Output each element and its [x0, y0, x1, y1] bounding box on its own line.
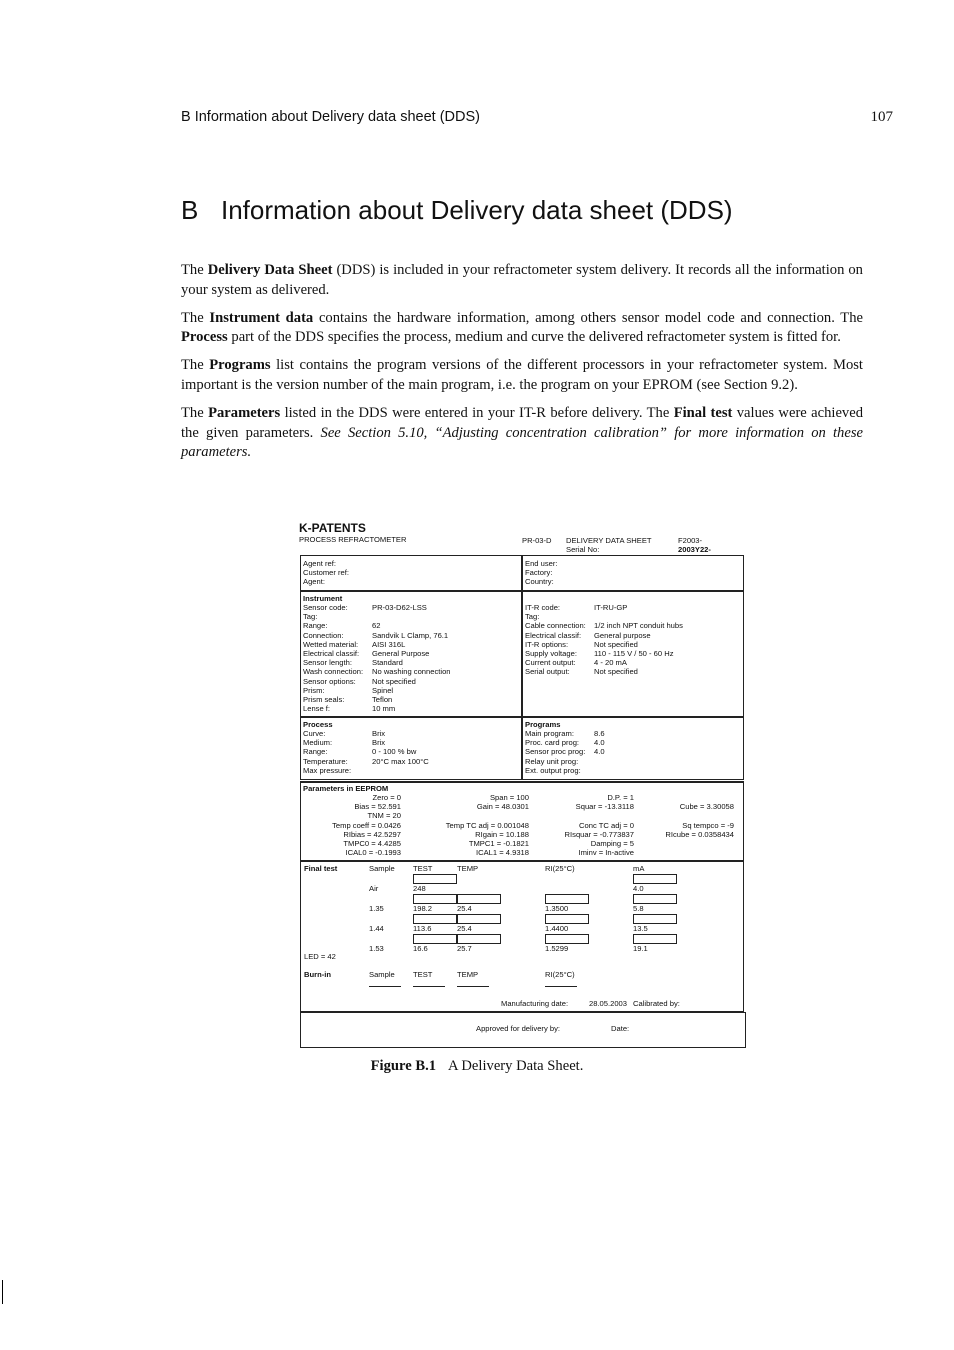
- programs-row-value: 4.0: [594, 738, 605, 748]
- final-test-box: [300, 861, 744, 1012]
- parameter-value: RIsquar = -0.773837: [564, 829, 634, 839]
- body-text: [181, 261, 863, 471]
- final-test-cell: 1.4400: [545, 924, 569, 933]
- itr-row-label: Electrical classif:: [525, 630, 582, 640]
- burn-in-heading: Burn-in: [304, 970, 331, 979]
- parameter-value: Bias = 52.591: [354, 802, 401, 812]
- parameter-value: TMPC0 = 4.4285: [343, 839, 401, 848]
- instrument-row-label: Tag:: [303, 612, 318, 622]
- parameter-value: RIcube = 0.0358434: [665, 829, 734, 839]
- entry-box: [413, 894, 457, 904]
- brand-name: K-PATENTS: [299, 521, 366, 535]
- process-row-value: 20°C max 100°C: [372, 756, 429, 766]
- parameter-value: Iminv = In-active: [578, 848, 634, 858]
- programs-row-value: 8.6: [594, 729, 605, 738]
- process-row-label: Temperature:: [303, 756, 348, 766]
- itr-row-value: Not specified: [594, 667, 638, 677]
- instrument-row-value: Standard: [372, 658, 403, 668]
- parameter-value: Damping = 5: [590, 839, 634, 848]
- final-test-cell: 248: [413, 884, 426, 893]
- programs-heading: Programs: [525, 720, 561, 729]
- final-test-cell: 1.5299: [545, 944, 569, 953]
- parameter-value: Temp TC adj = 0.001048: [445, 820, 529, 830]
- parameter-value: Squar = -13.3118: [575, 802, 634, 812]
- parameter-value: D.P. = 1: [607, 793, 634, 802]
- dds-subtitle: PROCESS REFRACTOMETER: [299, 535, 407, 544]
- instrument-row-value: Not specified: [372, 676, 416, 686]
- agent-field-label: Customer ref:: [303, 568, 349, 578]
- final-test-cell: 25.4: [457, 924, 472, 933]
- instrument-heading: Instrument: [303, 594, 343, 603]
- parameter-value: Sq tempco = -9: [682, 820, 734, 830]
- paragraph-parameters: The Parameters listed in the DDS were entered in your IT-R before delivery. The Final test values were achieved the given parameters. See Section 5.10, “Adjusting concentration calibration” for more information on these parameters.: [181, 404, 864, 461]
- final-test-cell: 16.6: [413, 944, 428, 953]
- model-code: PR-03-D: [522, 536, 552, 545]
- programs-row-value: 4.0: [594, 747, 605, 757]
- final-test-cell: 198.2: [413, 904, 433, 913]
- process-row-value: 0 - 100 % bw: [372, 747, 417, 757]
- burn-in-entry-line: [457, 986, 489, 987]
- burn-in-header: TEST: [413, 970, 433, 979]
- instrument-row-label: Sensor code:: [303, 603, 348, 612]
- instrument-row-label: Wetted material:: [303, 639, 359, 649]
- instrument-row-value: General Purpose: [372, 649, 430, 658]
- parameter-value: Cube = 3.30058: [679, 802, 734, 812]
- itr-row-label: Serial output:: [525, 667, 570, 677]
- itr-row-label: Supply voltage:: [525, 649, 577, 658]
- process-row-label: Max pressure:: [303, 765, 352, 775]
- delivery-data-sheet-figure: [297, 520, 750, 1050]
- instrument-row-label: Sensor options:: [303, 676, 356, 686]
- itr-row-label: Tag:: [525, 612, 540, 622]
- approved-label: Approved for delivery by:: [476, 1024, 560, 1033]
- entry-box: [545, 914, 589, 924]
- final-test-cell: 5.8: [633, 904, 644, 913]
- calibrated-label: Calibrated by:: [633, 999, 680, 1008]
- programs-row-label: Relay unit prog:: [525, 756, 579, 766]
- parameter-value: Span = 100: [489, 793, 529, 802]
- instrument-row-label: Connection:: [303, 630, 344, 640]
- itr-row-value: 4 - 20 mA: [594, 658, 627, 668]
- itr-row-value: IT-RU-GP: [594, 603, 628, 612]
- parameter-value: ICAL0 = -0.1993: [345, 848, 401, 858]
- process-row-value: Brix: [372, 729, 386, 738]
- form-code: F2003-: [678, 536, 703, 545]
- itr-row-label: IT-R code:: [525, 603, 561, 612]
- final-test-header: TEST: [413, 864, 433, 873]
- end-user-field-label: Factory:: [525, 568, 553, 578]
- paragraph-instrument-data: The Instrument data contains the hardware information, among others sensor model code and connection. The Process part of the DDS specifies the process, medium and curve the delivered refractometer system is fitted for.: [181, 309, 863, 346]
- instrument-row-value: 10 mm: [372, 704, 396, 714]
- instrument-row-label: Lense f:: [303, 704, 331, 714]
- parameter-value: RIgain = 10.188: [475, 829, 529, 839]
- final-test-cell: 1.3500: [545, 904, 569, 913]
- process-heading: Process: [303, 720, 333, 729]
- parameter-value: ICAL1 = 4.9318: [476, 848, 529, 858]
- parameter-value: RIbias = 42.5297: [343, 829, 401, 839]
- itr-row-value: Not specified: [594, 639, 638, 649]
- final-test-cell: 19.1: [633, 944, 648, 953]
- parameter-value: Temp coeff = 0.0426: [332, 820, 401, 830]
- serial-number: 2003Y22-: [678, 545, 711, 554]
- entry-box: [633, 874, 677, 884]
- parameters-heading: Parameters in EEPROM: [303, 784, 389, 793]
- itr-row-label: IT-R options:: [525, 639, 569, 649]
- figure-caption: [0, 1058, 954, 1075]
- final-test-heading: Final test: [304, 864, 338, 873]
- instrument-row-value: AISI 316L: [372, 639, 406, 649]
- entry-box: [633, 934, 677, 944]
- itr-row-value: 110 - 115 V / 50 - 60 Hz: [594, 649, 674, 658]
- figure-label: Figure B.1: [370, 1058, 437, 1074]
- serial-label: Serial No:: [566, 545, 600, 554]
- margin-bar: [2, 1280, 3, 1304]
- final-test-cell: 13.5: [633, 924, 648, 933]
- section-title: [181, 195, 733, 226]
- final-test-header: TEMP: [457, 864, 479, 873]
- entry-box: [633, 894, 677, 904]
- instrument-row-label: Prism seals:: [303, 695, 345, 704]
- parameter-value: TMPC1 = -0.1821: [468, 839, 529, 848]
- instrument-row-label: Sensor length:: [303, 658, 352, 668]
- entry-box: [413, 874, 457, 884]
- led-value: LED = 42: [304, 952, 336, 961]
- final-test-header: Sample: [369, 864, 395, 873]
- parameter-value: Zero = 0: [372, 793, 401, 802]
- entry-box: [545, 894, 589, 904]
- running-head: B Information about Delivery data sheet (DDS): [181, 109, 480, 125]
- final-test-cell: 1.53: [369, 944, 384, 953]
- burn-in-header: RI(25°C): [545, 970, 575, 979]
- itr-row-value: General purpose: [594, 630, 651, 640]
- instrument-row-value: 62: [372, 621, 381, 631]
- process-row-label: Medium:: [303, 738, 333, 748]
- burn-in-entry-line: [413, 986, 445, 987]
- cross-reference-link[interactable]: See Section 5.10, “Adjusting concentration calibration” for more information on these parameters.: [181, 424, 863, 461]
- programs-row-label: Ext. output prog:: [525, 765, 581, 775]
- burn-in-entry-line: [369, 986, 401, 987]
- agent-field-label: Agent ref:: [303, 559, 336, 568]
- instrument-row-value: No washing connection: [372, 667, 451, 677]
- entry-box: [545, 934, 589, 944]
- paragraph-programs: The Programs list contains the program versions of the different processors in your refractometer system. Most important is the version number of the main program, i.e. the program on your EPROM (see Section 9.2).: [181, 357, 863, 393]
- programs-row-label: Main program:: [525, 729, 574, 738]
- programs-row-label: Sensor proc prog:: [525, 747, 586, 757]
- instrument-row-value: Teflon: [372, 695, 393, 704]
- itr-row-label: Current output:: [525, 658, 576, 668]
- entry-box: [413, 934, 457, 944]
- entry-box: [457, 914, 501, 924]
- entry-box: [457, 894, 501, 904]
- entry-box: [633, 914, 677, 924]
- final-test-cell: Air: [369, 884, 379, 893]
- final-test-header: RI(25°C): [545, 864, 575, 873]
- burn-in-entry-line: [545, 986, 577, 987]
- process-row-label: Curve:: [303, 729, 326, 738]
- final-test-cell: 25.7: [457, 944, 472, 953]
- programs-row-label: Proc. card prog:: [525, 738, 580, 748]
- instrument-row-value: Sandvik L Clamp, 76.1: [372, 630, 449, 640]
- instrument-row-label: Electrical classif:: [303, 649, 360, 658]
- manufacturing-label: Manufacturing date:: [501, 999, 569, 1008]
- parameter-value: TNM = 20: [367, 811, 401, 821]
- final-test-header: mA: [633, 864, 645, 873]
- instrument-row-label: Prism:: [303, 685, 325, 695]
- burn-in-header: TEMP: [457, 970, 479, 979]
- paragraph-delivery-data-sheet: The Delivery Data Sheet (DDS) is included in your refractometer system delivery. It records all the information on your system as delivered.: [181, 262, 863, 298]
- date-label: Date:: [611, 1024, 630, 1033]
- process-row-value: Brix: [372, 738, 386, 748]
- instrument-row-value: Spinel: [372, 685, 394, 695]
- final-test-cell: 25.4: [457, 904, 472, 913]
- itr-row-value: 1/2 inch NPT conduit hubs: [594, 621, 683, 631]
- burn-in-header: Sample: [369, 970, 395, 979]
- final-test-cell: 1.35: [369, 904, 384, 913]
- manufacturing-date: 28.05.2003: [589, 999, 628, 1008]
- section-title-text: Information about Delivery data sheet (DDS): [221, 195, 733, 225]
- instrument-row-value: PR-03-D62-LSS: [372, 603, 427, 612]
- final-test-cell: 4.0: [633, 884, 644, 893]
- end-user-field-label: End user:: [525, 559, 558, 568]
- final-test-cell: 113.6: [413, 924, 432, 933]
- parameter-value: Conc TC adj = 0: [579, 820, 634, 830]
- process-row-label: Range:: [303, 747, 328, 757]
- parameter-value: Gain = 48.0301: [476, 802, 529, 812]
- entry-box: [413, 914, 457, 924]
- final-test-cell: 1.44: [369, 924, 384, 933]
- instrument-row-label: Range:: [303, 621, 328, 631]
- itr-row-label: Cable connection:: [525, 621, 586, 631]
- entry-box: [457, 934, 501, 944]
- sheet-title: DELIVERY DATA SHEET: [566, 536, 652, 545]
- instrument-row-label: Wash connection:: [303, 667, 364, 677]
- end-user-field-label: Country:: [525, 577, 554, 587]
- agent-field-label: Agent:: [303, 577, 325, 587]
- page-number: 107: [870, 109, 893, 125]
- figure-caption-text: A Delivery Data Sheet.: [448, 1058, 584, 1074]
- section-number: B: [181, 195, 199, 225]
